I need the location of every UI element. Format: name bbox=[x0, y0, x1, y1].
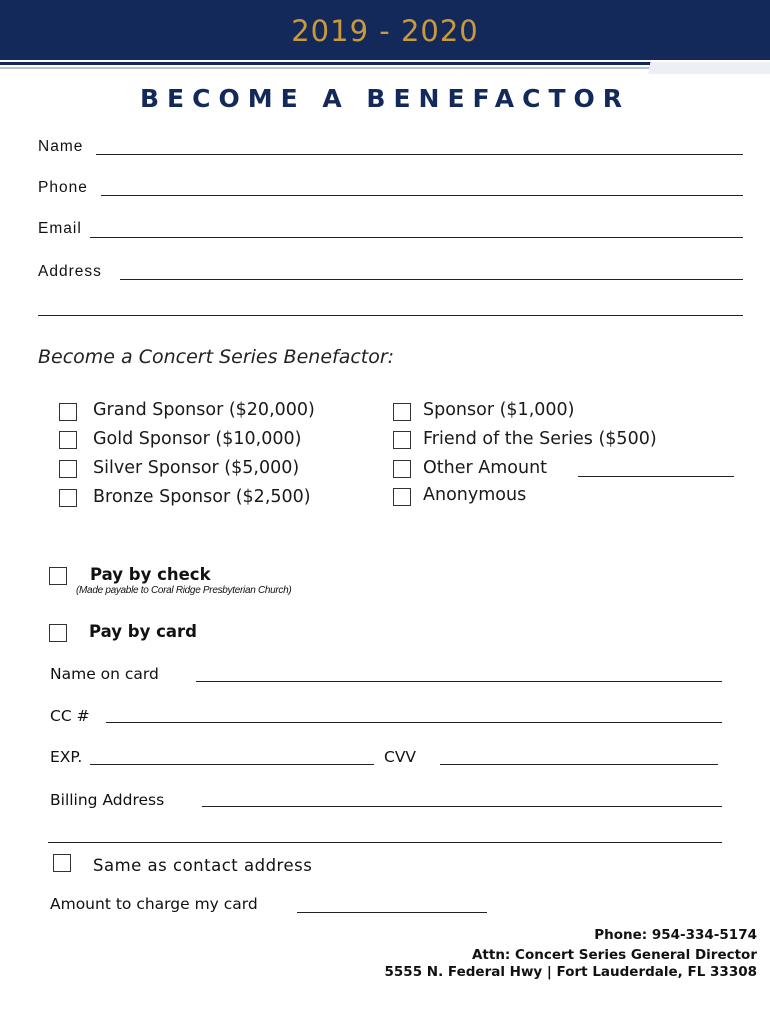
name-field[interactable] bbox=[96, 154, 743, 155]
grand-sponsor-label: Grand Sponsor ($20,000) bbox=[93, 400, 315, 420]
amount-to-charge-label: Amount to charge my card bbox=[50, 895, 258, 913]
header-accent bbox=[620, 62, 770, 74]
same-as-contact-checkbox[interactable] bbox=[53, 854, 71, 872]
other-amount-checkbox[interactable] bbox=[393, 460, 411, 478]
exp-label: EXP. bbox=[50, 748, 83, 766]
address-label: Address bbox=[38, 263, 102, 280]
bronze-sponsor-label: Bronze Sponsor ($2,500) bbox=[93, 487, 311, 507]
season-year: 2019 - 2020 bbox=[291, 14, 479, 48]
billing-address-label: Billing Address bbox=[50, 791, 165, 809]
other-amount-field[interactable] bbox=[578, 476, 734, 477]
grand-sponsor-checkbox[interactable] bbox=[59, 403, 77, 421]
phone-label: Phone bbox=[38, 179, 88, 196]
silver-sponsor-label: Silver Sponsor ($5,000) bbox=[93, 458, 300, 478]
sponsor-checkbox[interactable] bbox=[393, 403, 411, 421]
friend-checkbox[interactable] bbox=[393, 431, 411, 449]
cc-label: CC # bbox=[50, 707, 90, 725]
friend-label: Friend of the Series ($500) bbox=[423, 429, 657, 449]
footer-phone: Phone: 954-334-5174 bbox=[594, 927, 757, 943]
same-as-contact-label: Same as contact address bbox=[93, 856, 313, 875]
cvv-field[interactable] bbox=[440, 764, 718, 765]
amount-to-charge-field[interactable] bbox=[297, 912, 487, 913]
pay-by-card-label: Pay by card bbox=[89, 622, 197, 641]
phone-field[interactable] bbox=[101, 195, 743, 196]
pay-by-card-checkbox[interactable] bbox=[49, 624, 67, 642]
name-on-card-field[interactable] bbox=[196, 681, 722, 682]
header-banner bbox=[0, 0, 770, 60]
email-label: Email bbox=[38, 220, 82, 237]
email-field[interactable] bbox=[90, 237, 743, 238]
cc-field[interactable] bbox=[106, 722, 722, 723]
benefactor-subtitle: Become a Concert Series Benefactor: bbox=[38, 346, 395, 368]
pay-by-check-checkbox[interactable] bbox=[49, 567, 67, 585]
address-field-line2[interactable] bbox=[38, 315, 743, 316]
gold-sponsor-checkbox[interactable] bbox=[59, 431, 77, 449]
page-title: BECOME A BENEFACTOR bbox=[139, 84, 631, 113]
footer-address: 5555 N. Federal Hwy | Fort Lauderdale, FL 33308 bbox=[384, 964, 757, 980]
silver-sponsor-checkbox[interactable] bbox=[59, 460, 77, 478]
pay-by-check-label: Pay by check bbox=[90, 565, 211, 584]
gold-sponsor-label: Gold Sponsor ($10,000) bbox=[93, 429, 302, 449]
billing-address-field-line2[interactable] bbox=[48, 842, 722, 843]
sponsor-label: Sponsor ($1,000) bbox=[423, 400, 575, 420]
anonymous-checkbox[interactable] bbox=[393, 488, 411, 506]
check-note: (Made payable to Coral Ridge Presbyterian Church) bbox=[76, 585, 292, 596]
other-amount-label: Other Amount bbox=[423, 458, 548, 478]
cvv-label: CVV bbox=[384, 748, 417, 766]
bronze-sponsor-checkbox[interactable] bbox=[59, 489, 77, 507]
footer-attn: Attn: Concert Series General Director bbox=[471, 947, 757, 963]
billing-address-field[interactable] bbox=[202, 806, 722, 807]
anonymous-label: Anonymous bbox=[423, 485, 527, 505]
name-label: Name bbox=[38, 138, 84, 155]
exp-field[interactable] bbox=[90, 764, 374, 765]
address-field[interactable] bbox=[120, 279, 743, 280]
name-on-card-label: Name on card bbox=[50, 665, 159, 683]
